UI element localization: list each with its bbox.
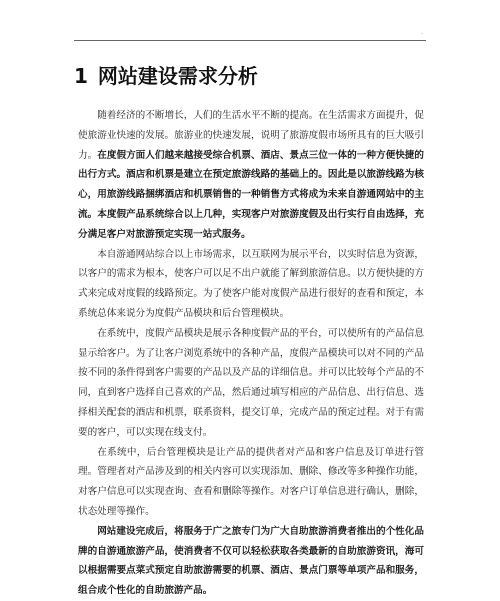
paragraph-3 <box>78 324 424 443</box>
section-title <box>74 62 258 90</box>
paragraph-2 <box>78 245 424 324</box>
paragraph-1-text: 随着经济的不断增长，人们的生活水平不断的提高。在生活需求方面提升，促使旅游业快速的发展。旅游业的快速发展，说明了旅游度假市场所具有的巨大吸引力。 <box>78 110 424 161</box>
section-title-text: 网站建设需求分析 <box>97 64 258 88</box>
paragraph-4 <box>78 443 424 522</box>
section-number: 1 <box>74 64 88 88</box>
paragraph-3-text: 在系统中，度假产品模块是展示各种度假产品的平台，可以使所有的产品信息显示给客户。为了让客户浏览系统中的各种产品，度假产品模块可以对不同的产品按不同的条件得到客户需要的产品以及产品的详细信息。并可以比较每个产品的不同，直到客户选择自己喜欢的产品，然后通过填写相应的产品信息、出行信息、选择相关配套的酒店和机票，联系资料，提交订单，完成产品的预定过程。对于有需要的客户，可以实现在线支付。 <box>78 327 424 438</box>
document-body <box>78 106 424 601</box>
paragraph-2-text: 本自游通网站综合以上市场需求，以互联网为展示平台，以实时信息为资源，以客户的需求为根本，使客户可以足不出户就能了解到旅游信息。以方便快捷的方式来完成对度假的线路预定。为了使客户能对度假产品进行很好的查看和预定，本系统总体来说分为度假产品模块和后台管理模块。 <box>78 248 424 319</box>
paragraph-4-text: 在系统中，后台管理模块是让产品的提供者对产品和客户信息及订单进行管理。管理者对产品涉及到的相关内容可以实现添加、删除、修改等多种操作功能，对客户信息可以实现查询、查看和删除等操作。对客户订单信息进行确认，删除，状态处理等操作。 <box>78 446 424 517</box>
paragraph-5-bold-text: 网站建设完成后，将服务于广之旅专门为广大自助旅游消费者推出的个性化品牌的自游通旅游产品，使消费者不仅可以轻松获取各类最新的自助旅游资讯，海可以根据需要点菜式预定自助旅游需要的机票、酒店、景点门票等单项产品和服务，组合成个性化的自助旅游产品。 <box>78 525 424 597</box>
header-rule <box>74 40 426 41</box>
paragraph-5 <box>78 522 424 601</box>
header-mark: · <box>421 31 423 38</box>
paragraph-1-bold-text: 在度假方面人们越来越接受综合机票、酒店、景点三位一体的一种方便快捷的出行方式。酒店和机票是建立在预定旅游线路的基础上的。因此是以旅游线路为核心，用旅游线路捆绑酒店和机票销售的一种销售方式将成为未来自游通网站中的主流。本度假产品系统综合以上几种，实现客户对旅游度假及出行实行自由选择，充分满足客户对旅游预定实现一站式服务。 <box>78 149 425 240</box>
paragraph-1 <box>78 106 424 245</box>
